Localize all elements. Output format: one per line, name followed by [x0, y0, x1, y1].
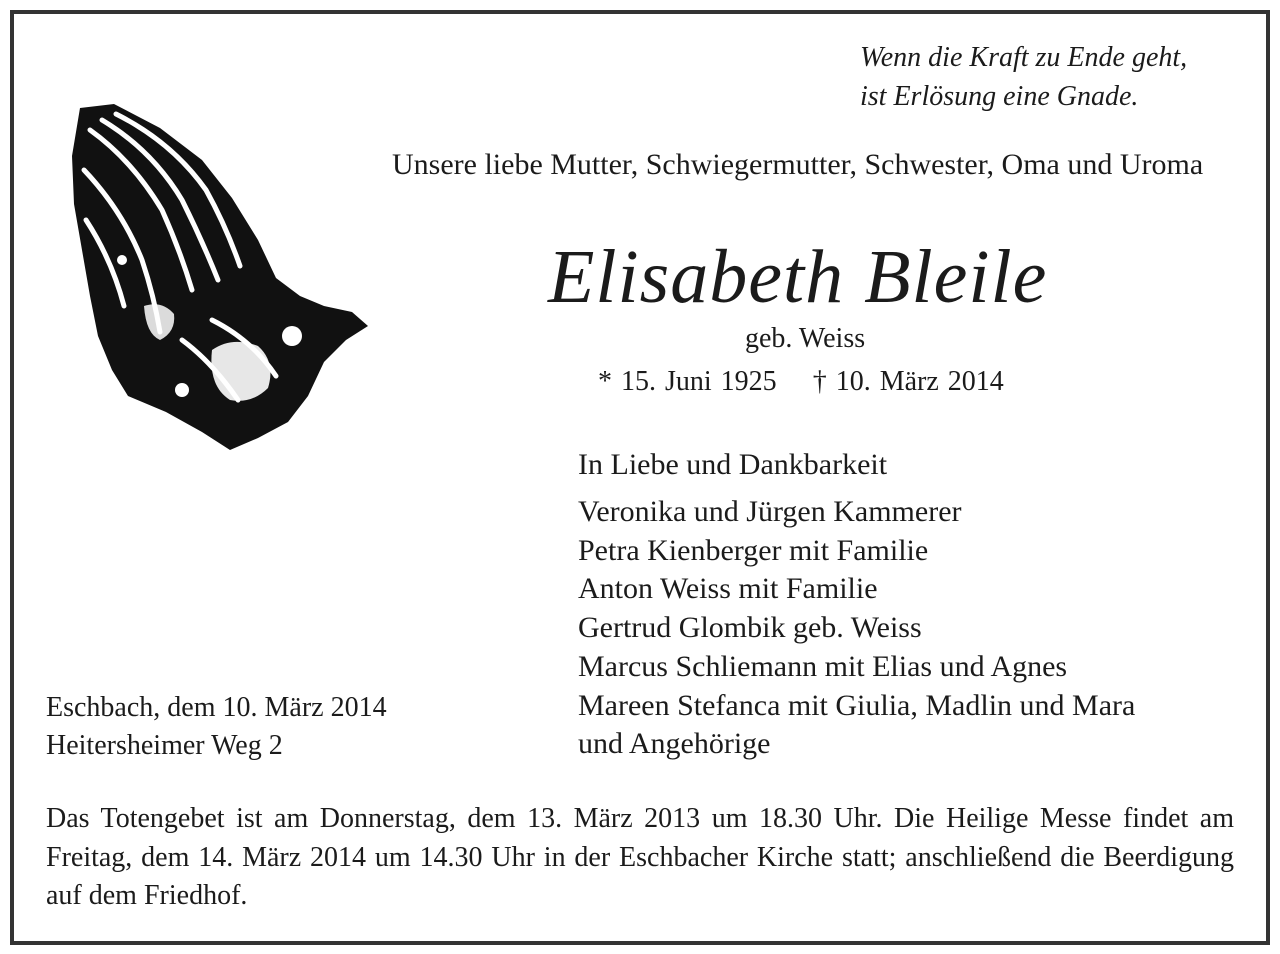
death-date: † 10. März 2014	[812, 366, 1004, 397]
place-date: Eschbach, dem 10. März 2014	[46, 692, 387, 723]
list-item: Marcus Schliemann mit Elias und Agnes	[578, 649, 1068, 683]
list-item: und Angehörige	[578, 727, 771, 761]
praying-hands-icon	[62, 100, 372, 455]
birth-date: * 15. Juni 1925	[598, 366, 777, 397]
place-address	[46, 689, 387, 765]
thanks-line: In Liebe und Dankbarkeit	[578, 448, 888, 481]
mourners-list	[578, 493, 1135, 764]
motto-line: Wenn die Kraft zu Ende geht,	[860, 42, 1188, 73]
address: Heitersheimer Weg 2	[46, 730, 283, 761]
list-item: Petra Kienberger mit Familie	[578, 533, 929, 567]
list-item: Mareen Stefanca mit Giulia, Madlin und Mara	[578, 688, 1136, 722]
list-item: Veronika und Jürgen Kammerer	[578, 495, 962, 528]
list-item: Gertrud Glombik geb. Weiss	[578, 611, 922, 645]
maiden-name: geb. Weiss	[745, 323, 866, 354]
funeral-notice: Das Totengebet ist am Donnerstag, dem 13. März 2013 um 18.30 Uhr. Die Heilige Messe findet am Freitag, dem 14. März 2014 um 14.30 Uhr in der Eschbacher Kirche statt; anschließend die Beerdigung auf dem Friedhof.	[46, 803, 1234, 911]
list-item: Anton Weiss mit Familie	[578, 572, 878, 606]
deceased-name: Elisabeth Bleile	[548, 235, 1048, 319]
life-dates	[598, 365, 1004, 399]
motto-line: ist Erlösung eine Gnade.	[860, 81, 1139, 112]
intro-text: Unsere liebe Mutter, Schwiegermutter, Schwester, Oma und Uroma	[392, 148, 1204, 181]
motto	[860, 38, 1187, 116]
